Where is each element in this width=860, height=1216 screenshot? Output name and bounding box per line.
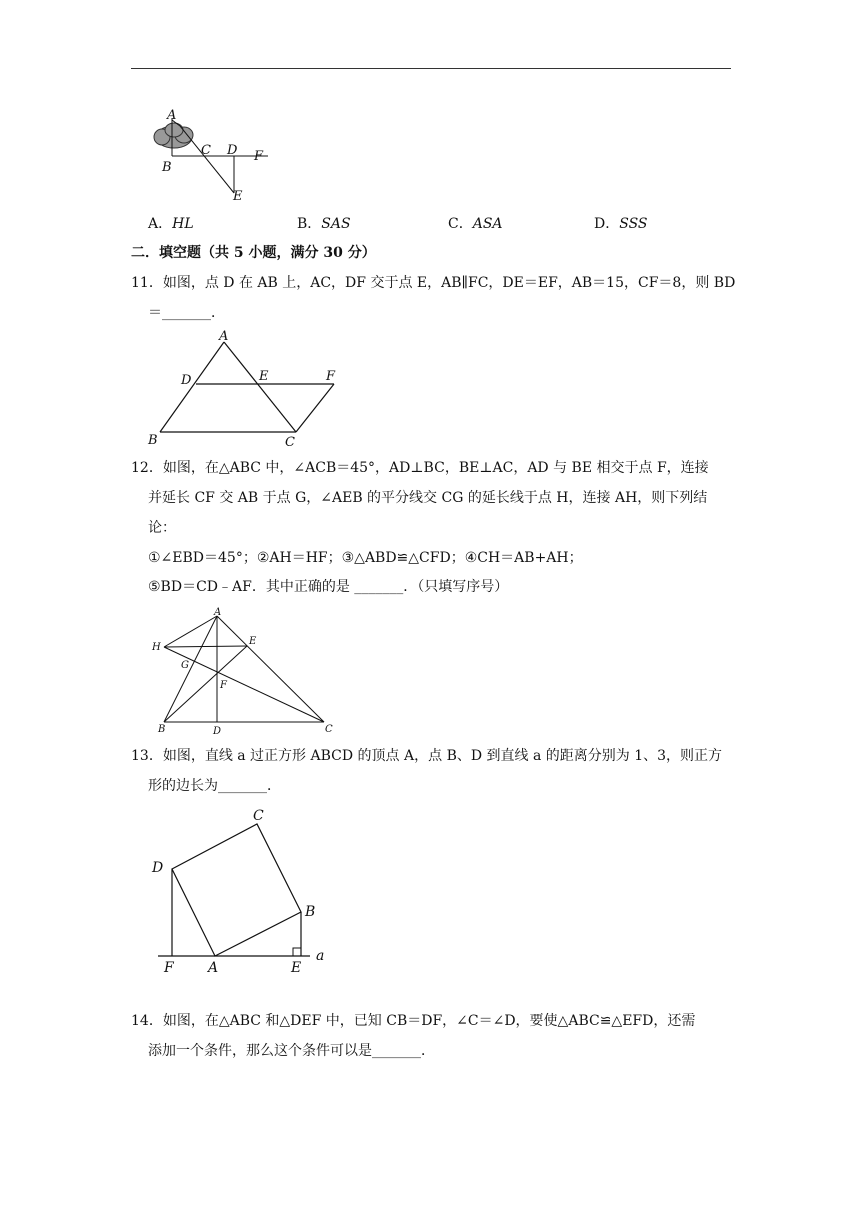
q13-label-e: E	[291, 960, 302, 976]
q12-text-line3: 论：	[148, 520, 176, 536]
q12-label-a: A	[214, 607, 222, 618]
q12-label-f: F	[220, 680, 227, 691]
section-title: 二．填空题（共 5 小题，满分 30 分）	[131, 245, 376, 261]
q13-label-c: C	[253, 808, 264, 824]
q11-label-e: E	[259, 369, 269, 384]
q11-label-b: B	[148, 433, 158, 448]
q12-text-line4: ①∠EBD＝45°；②AH＝HF；③△ABD≌△CFD；④CH＝AB+AH；	[148, 550, 583, 566]
q11-label-f: F	[326, 369, 336, 384]
q11-label-d: D	[181, 373, 192, 388]
q11-label-c: C	[285, 435, 295, 450]
q12-label-h: H	[152, 642, 161, 653]
q11-text-line2: ＝_______．	[148, 305, 225, 321]
q12-text-line5: ⑤BD＝CD﹣AF．其中正确的是 _______．（只填写序号）	[148, 579, 509, 595]
q10-option-c: C．ASA	[448, 216, 503, 232]
q10-label-e: E	[233, 189, 243, 204]
q12-label-c: C	[325, 724, 333, 735]
q12-label-b: B	[158, 724, 166, 735]
q10-label-f: F	[254, 149, 264, 164]
q14-text-line2: 添加一个条件，那么这个条件可以是_______．	[148, 1043, 435, 1059]
q14-text-line1: 14．如图，在△ABC 和△DEF 中，已知 CB＝DF，∠C＝∠D，要使△ABC≌△EFD，还需	[131, 1013, 696, 1029]
q10-label-d: D	[227, 143, 238, 158]
q10-label-c: C	[201, 143, 211, 158]
q13-figure	[148, 802, 338, 978]
header-rule	[131, 68, 731, 69]
q13-label-f: F	[164, 960, 174, 976]
q11-figure	[146, 328, 346, 450]
q13-label-b: B	[305, 904, 316, 920]
q11-label-a: A	[219, 329, 229, 344]
q13-label-d: D	[152, 860, 164, 876]
q13-label-line-a: a	[316, 948, 325, 964]
q10-label-b: B	[162, 160, 172, 175]
q13-text-line1: 13．如图，直线 a 过正方形 ABCD 的顶点 A，点 B、D 到直线 a 的距离分别为 1、3，则正方	[131, 748, 723, 764]
q12-text-line2: 并延长 CF 交 AB 于点 G，∠AEB 的平分线交 CG 的延长线于点 H，连接 AH，则下列结	[148, 490, 708, 506]
q10-option-b: B．SAS	[297, 216, 351, 232]
q12-label-g: G	[181, 660, 189, 671]
q12-label-e: E	[249, 636, 257, 647]
q13-text-line2: 形的边长为_______．	[148, 778, 281, 794]
q10-option-a: A．HL	[148, 216, 194, 232]
q10-label-a: A	[167, 108, 177, 123]
q12-text-line1: 12．如图，在△ABC 中，∠ACB＝45°，AD⊥BC，BE⊥AC，AD 与 BE 相交于点 F，连接	[131, 460, 709, 476]
q10-option-d: D．SSS	[594, 216, 648, 232]
q12-figure	[148, 606, 338, 736]
q13-label-a: A	[208, 960, 219, 976]
q12-label-d: D	[213, 726, 222, 737]
q11-text-line1: 11．如图，点 D 在 AB 上，AC，DF 交于点 E，AB∥FC，DE＝EF，AB＝15，CF＝8，则 BD	[131, 275, 736, 291]
q10-figure	[150, 104, 280, 204]
